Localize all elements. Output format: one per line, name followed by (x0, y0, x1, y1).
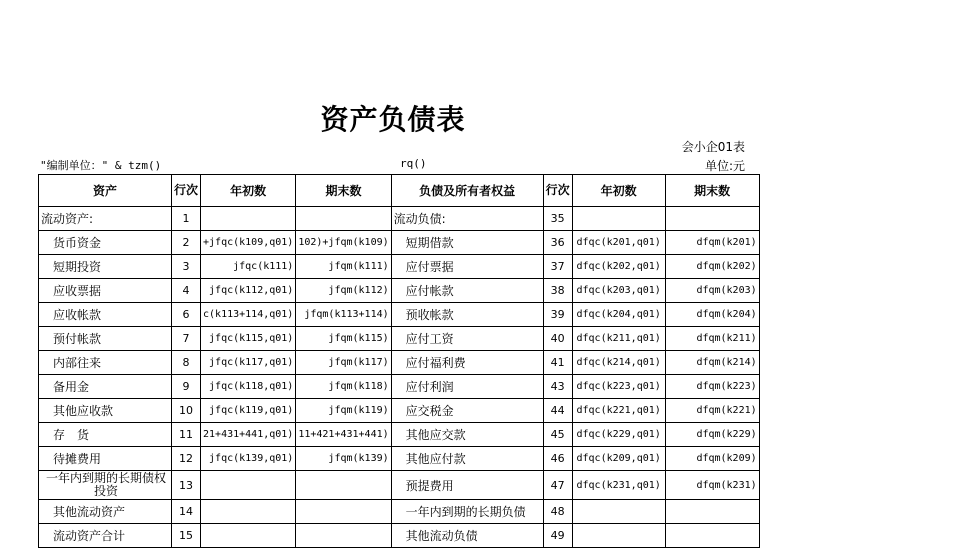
liability-row-no[interactable]: 49 (543, 524, 572, 548)
liability-end-value[interactable] (665, 207, 759, 231)
liability-row-no[interactable]: 35 (543, 207, 572, 231)
liability-end-value[interactable] (665, 524, 759, 548)
asset-name[interactable]: 货币资金 (39, 231, 172, 255)
asset-row-no[interactable]: 11 (172, 423, 201, 447)
liability-begin-value[interactable] (572, 524, 665, 548)
asset-row-no[interactable]: 12 (172, 447, 201, 471)
header-end: 期末数 (296, 175, 391, 207)
liability-name[interactable]: 应付利润 (391, 375, 543, 399)
asset-end-value[interactable]: jfqm(k119) (296, 399, 391, 423)
liability-row-no[interactable]: 37 (543, 255, 572, 279)
asset-name[interactable]: 其他流动资产 (39, 500, 172, 524)
liability-row-no[interactable]: 36 (543, 231, 572, 255)
liability-end-value[interactable]: dfqm(k214) (665, 351, 759, 375)
asset-name[interactable]: 短期投资 (39, 255, 172, 279)
table-row (39, 279, 760, 303)
asset-row-no[interactable]: 9 (172, 375, 201, 399)
liability-begin-value[interactable] (572, 207, 665, 231)
asset-row-no[interactable]: 3 (172, 255, 201, 279)
asset-end-value[interactable]: 102)+jfqm(k109) (296, 231, 391, 255)
table-row (39, 447, 760, 471)
asset-end-value[interactable] (296, 524, 391, 548)
asset-name[interactable]: 存 货 (39, 423, 172, 447)
liability-name[interactable]: 流动负债: (391, 207, 543, 231)
liability-begin-value[interactable]: dfqc(k203,q01) (572, 279, 665, 303)
liability-end-value[interactable]: dfqm(k229) (665, 423, 759, 447)
header-liability: 负债及所有者权益 (391, 175, 543, 207)
liability-begin-value[interactable]: dfqc(k223,q01) (572, 375, 665, 399)
liability-name[interactable]: 应付票据 (391, 255, 543, 279)
asset-begin-value[interactable] (201, 524, 296, 548)
table-row (39, 471, 760, 500)
liability-end-value[interactable]: dfqm(k202) (665, 255, 759, 279)
asset-name[interactable]: 一年内到期的长期债权投资 (39, 471, 172, 500)
form-code: 会小企01表 (681, 140, 745, 154)
asset-row-no[interactable]: 7 (172, 327, 201, 351)
asset-row-no[interactable]: 1 (172, 207, 201, 231)
asset-end-value[interactable] (296, 207, 391, 231)
asset-begin-value[interactable]: +jfqc(k109,q01) (201, 231, 296, 255)
header-end-2: 期末数 (665, 175, 759, 207)
asset-name[interactable]: 待摊费用 (39, 447, 172, 471)
liability-row-no[interactable]: 48 (543, 500, 572, 524)
liability-end-value[interactable]: dfqm(k231) (665, 471, 759, 500)
table-row (39, 351, 760, 375)
asset-end-value[interactable] (296, 471, 391, 500)
report-title: 资产负债表 (320, 103, 466, 136)
liability-row-no[interactable]: 47 (543, 471, 572, 500)
currency-unit: 单位:元 (704, 159, 745, 173)
liability-row-no[interactable]: 40 (543, 327, 572, 351)
table-row (39, 375, 760, 399)
asset-begin-value[interactable]: c(k113+114,q01) (201, 303, 296, 327)
table-row (39, 207, 760, 231)
header-row (39, 175, 760, 207)
asset-begin-value[interactable]: jfqc(k112,q01) (201, 279, 296, 303)
asset-name[interactable]: 应收帐款 (39, 303, 172, 327)
asset-row-no[interactable]: 15 (172, 524, 201, 548)
header-asset: 资产 (39, 175, 172, 207)
date-formula: rq() (400, 157, 427, 170)
liability-row-no[interactable]: 45 (543, 423, 572, 447)
asset-end-value[interactable]: jfqm(k118) (296, 375, 391, 399)
asset-row-no[interactable]: 13 (172, 471, 201, 500)
asset-end-value[interactable]: jfqm(k115) (296, 327, 391, 351)
asset-end-value[interactable] (296, 500, 391, 524)
asset-begin-value[interactable] (201, 207, 296, 231)
liability-end-value[interactable]: dfqm(k209) (665, 447, 759, 471)
liability-name[interactable]: 应交税金 (391, 399, 543, 423)
asset-begin-value[interactable]: jfqc(k117,q01) (201, 351, 296, 375)
liability-end-value[interactable]: dfqm(k204) (665, 303, 759, 327)
asset-name[interactable]: 内部往来 (39, 351, 172, 375)
asset-end-value[interactable]: jfqm(k139) (296, 447, 391, 471)
liability-row-no[interactable]: 39 (543, 303, 572, 327)
asset-begin-value[interactable]: jfqc(k119,q01) (201, 399, 296, 423)
table-row (39, 399, 760, 423)
liability-begin-value[interactable]: dfqc(k202,q01) (572, 255, 665, 279)
liability-end-value[interactable]: dfqm(k221) (665, 399, 759, 423)
liability-end-value[interactable]: dfqm(k211) (665, 327, 759, 351)
liability-name[interactable]: 预收帐款 (391, 303, 543, 327)
liability-begin-value[interactable]: dfqc(k229,q01) (572, 423, 665, 447)
liability-row-no[interactable]: 46 (543, 447, 572, 471)
table-row (39, 231, 760, 255)
liability-end-value[interactable]: dfqm(k203) (665, 279, 759, 303)
table-row (39, 327, 760, 351)
liability-name[interactable]: 应付帐款 (391, 279, 543, 303)
table-body (39, 207, 760, 548)
asset-begin-value[interactable]: jfqc(k111) (201, 255, 296, 279)
liability-name[interactable]: 其他应付款 (391, 447, 543, 471)
liability-row-no[interactable]: 43 (543, 375, 572, 399)
header-row-no-2: 行次 (543, 175, 572, 207)
liability-name[interactable]: 应付工资 (391, 327, 543, 351)
asset-name[interactable]: 预付帐款 (39, 327, 172, 351)
unit-label-formula: "编制单位：" & tzm() (40, 159, 162, 172)
liability-name[interactable]: 其他流动负债 (391, 524, 543, 548)
liability-name[interactable]: 短期借款 (391, 231, 543, 255)
liability-end-value[interactable]: dfqm(k201) (665, 231, 759, 255)
liability-name[interactable]: 预提费用 (391, 471, 543, 500)
liability-row-no[interactable]: 44 (543, 399, 572, 423)
asset-end-value[interactable]: jfqm(k112) (296, 279, 391, 303)
header-begin: 年初数 (201, 175, 296, 207)
liability-begin-value[interactable]: dfqc(k221,q01) (572, 399, 665, 423)
liability-name[interactable]: 其他应交款 (391, 423, 543, 447)
header-begin-2: 年初数 (572, 175, 665, 207)
liability-begin-value[interactable]: dfqc(k209,q01) (572, 447, 665, 471)
asset-begin-value[interactable] (201, 500, 296, 524)
table-row (39, 500, 760, 524)
asset-row-no[interactable]: 14 (172, 500, 201, 524)
asset-begin-value[interactable]: jfqc(k118,q01) (201, 375, 296, 399)
asset-name[interactable]: 流动资产: (39, 207, 172, 231)
asset-row-no[interactable]: 6 (172, 303, 201, 327)
liability-end-value[interactable]: dfqm(k223) (665, 375, 759, 399)
header-row-no: 行次 (172, 175, 201, 207)
asset-begin-value[interactable]: jfqc(k139,q01) (201, 447, 296, 471)
asset-name[interactable]: 备用金 (39, 375, 172, 399)
liability-begin-value[interactable]: dfqc(k211,q01) (572, 327, 665, 351)
liability-begin-value[interactable] (572, 500, 665, 524)
liability-row-no[interactable]: 38 (543, 279, 572, 303)
table-row (39, 524, 760, 548)
asset-begin-value[interactable] (201, 471, 296, 500)
asset-end-value[interactable]: jfqm(k117) (296, 351, 391, 375)
asset-end-value[interactable]: jfqm(k111) (296, 255, 391, 279)
asset-name[interactable]: 应收票据 (39, 279, 172, 303)
table-row (39, 255, 760, 279)
asset-row-no[interactable]: 2 (172, 231, 201, 255)
liability-row-no[interactable]: 41 (543, 351, 572, 375)
table-row (39, 423, 760, 447)
asset-row-no[interactable]: 10 (172, 399, 201, 423)
liability-name[interactable]: 应付福利费 (391, 351, 543, 375)
balance-sheet-table (38, 174, 760, 548)
asset-row-no[interactable]: 8 (172, 351, 201, 375)
asset-end-value[interactable]: 11+421+431+441) (296, 423, 391, 447)
liability-name[interactable]: 一年内到期的长期负债 (391, 500, 543, 524)
asset-end-value[interactable]: jfqm(k113+114) (296, 303, 391, 327)
asset-name[interactable]: 流动资产合计 (39, 524, 172, 548)
asset-begin-value[interactable]: 21+431+441,q01) (201, 423, 296, 447)
liability-begin-value[interactable]: dfqc(k204,q01) (572, 303, 665, 327)
asset-name[interactable]: 其他应收款 (39, 399, 172, 423)
table-row (39, 303, 760, 327)
liability-begin-value[interactable]: dfqc(k231,q01) (572, 471, 665, 500)
liability-begin-value[interactable]: dfqc(k201,q01) (572, 231, 665, 255)
liability-begin-value[interactable]: dfqc(k214,q01) (572, 351, 665, 375)
liability-end-value[interactable] (665, 500, 759, 524)
asset-begin-value[interactable]: jfqc(k115,q01) (201, 327, 296, 351)
asset-row-no[interactable]: 4 (172, 279, 201, 303)
